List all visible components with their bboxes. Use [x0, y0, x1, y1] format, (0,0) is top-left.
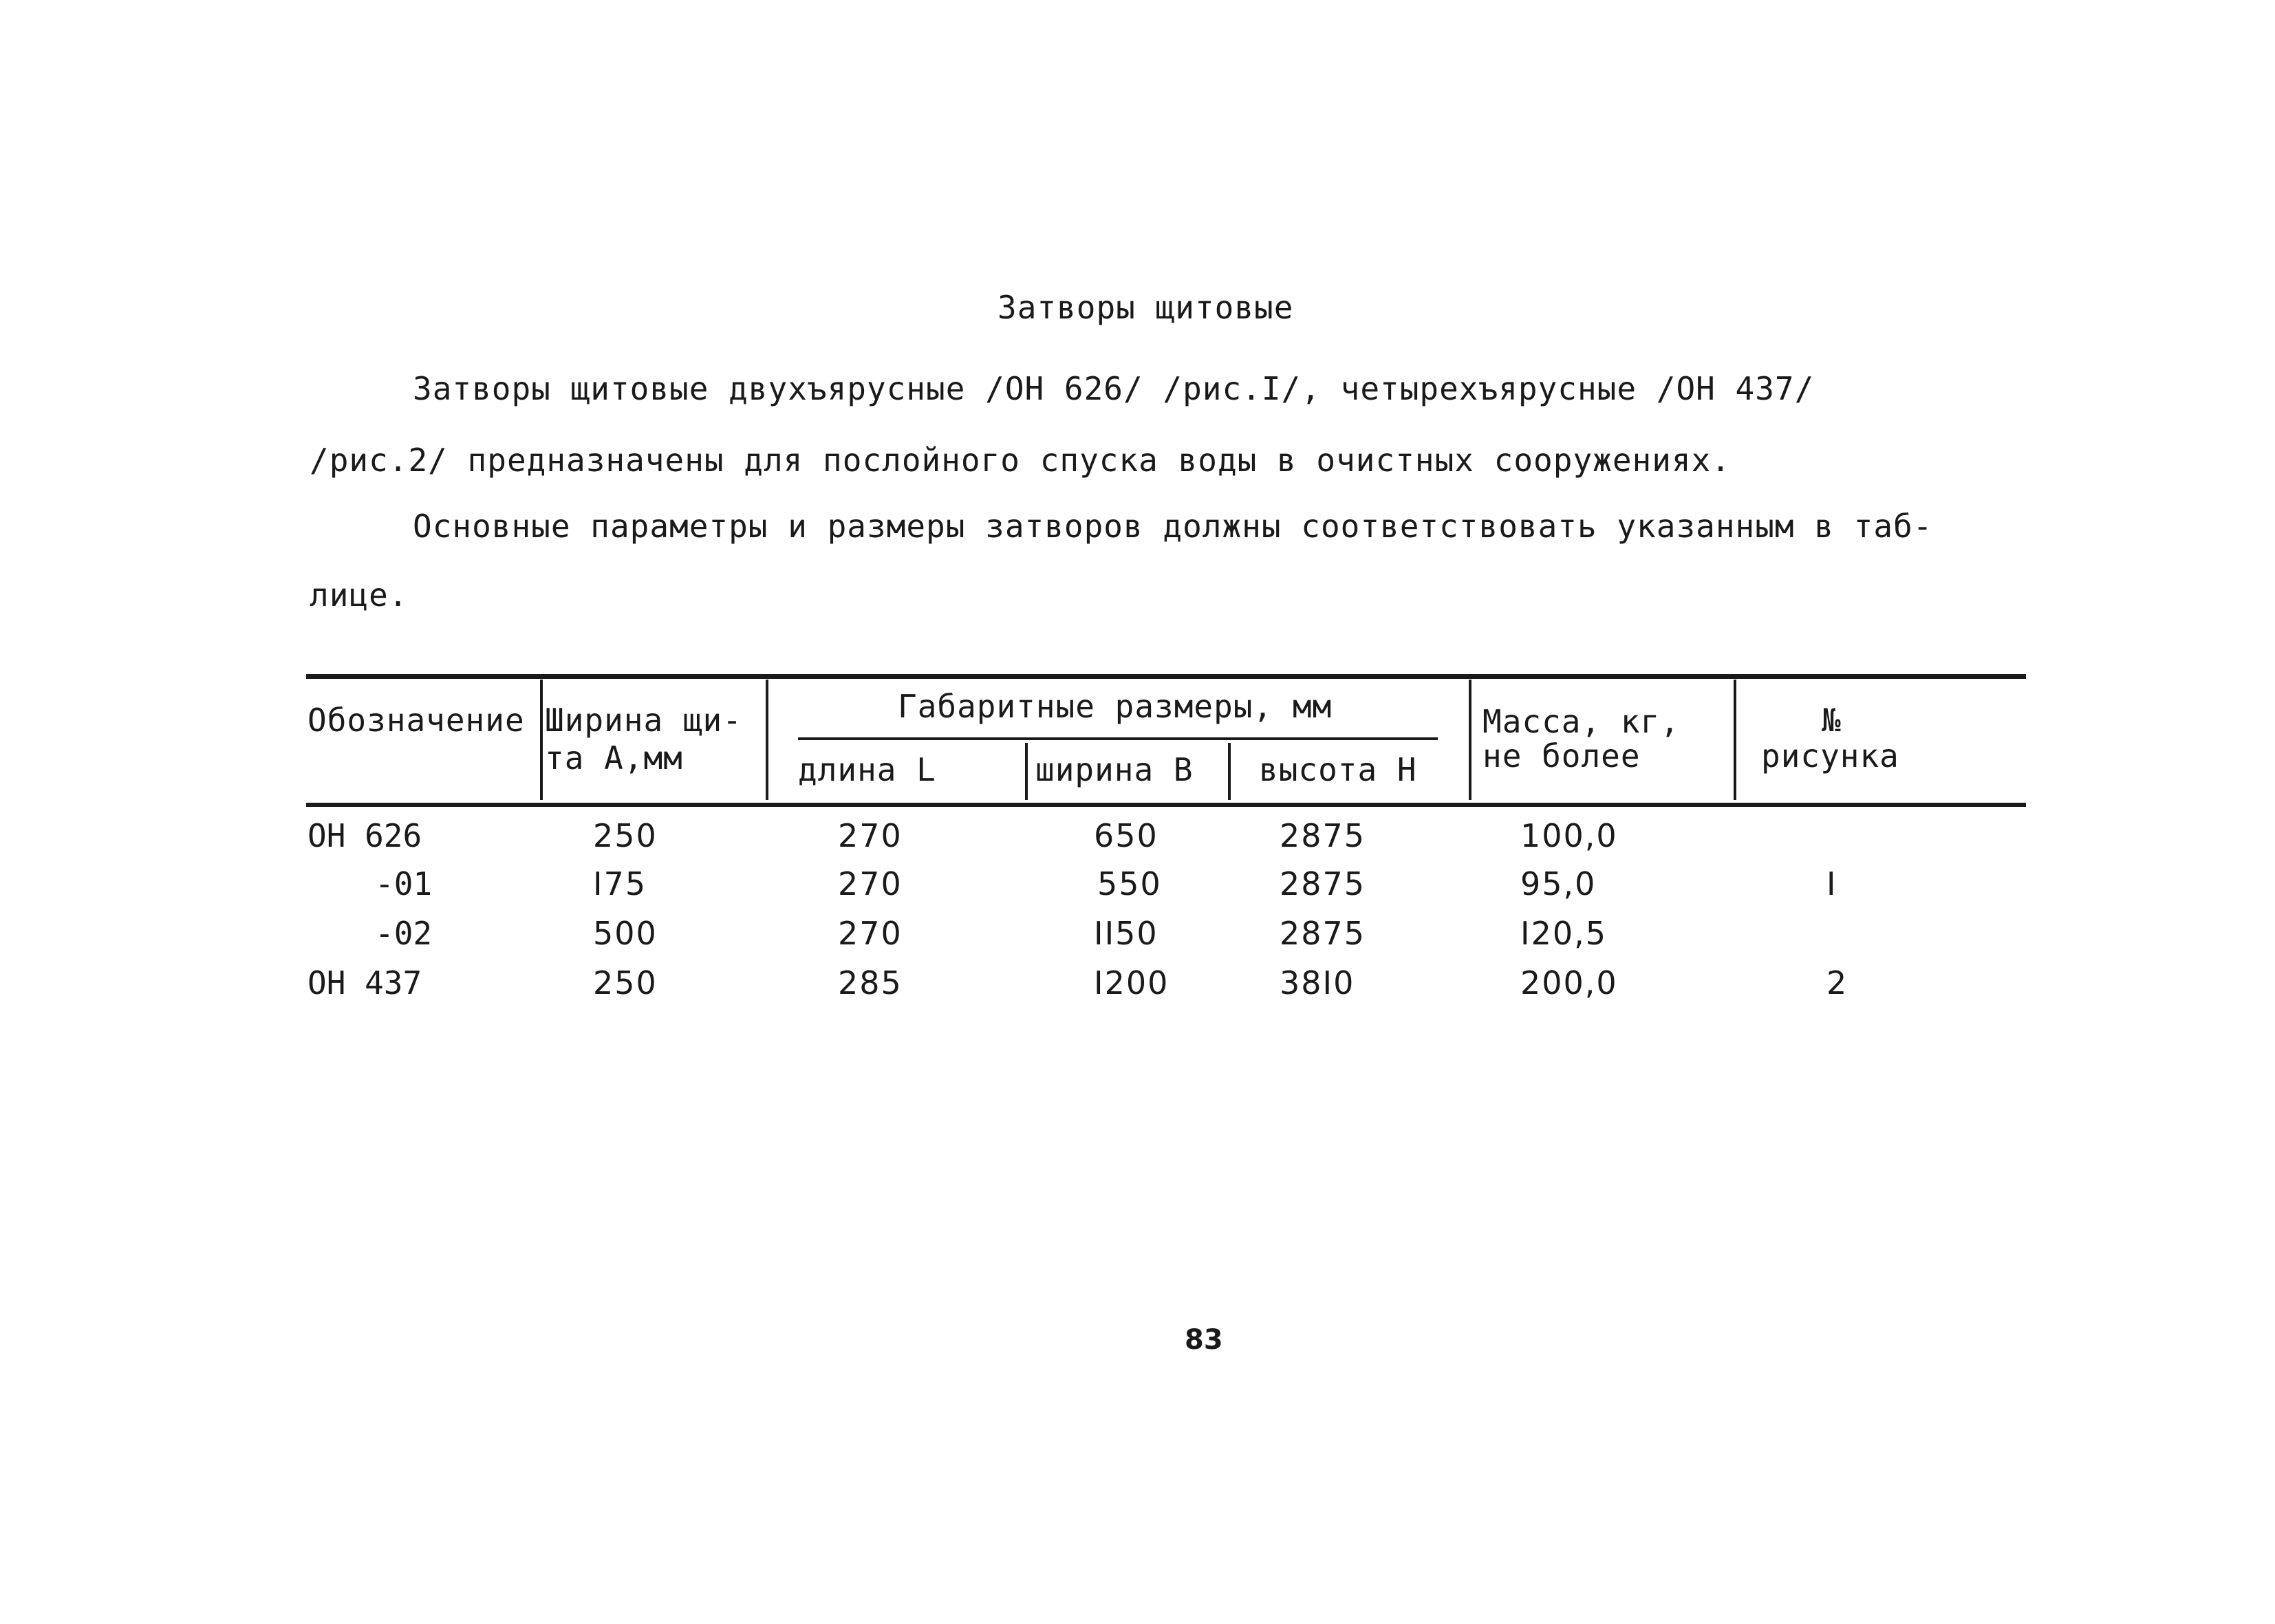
row4-figure: 2	[1826, 964, 1848, 1002]
row2-width-b: 550	[1097, 865, 1162, 902]
page-number: 83	[1185, 1324, 1223, 1356]
row4-width-a: 250	[593, 964, 658, 1002]
row1-length: 270	[838, 817, 903, 854]
row1-designation: ОН 626	[308, 817, 422, 854]
row4-length: 285	[838, 964, 903, 1002]
paragraph-line-1: Затворы щитовые двухъярусные /ОН 626/ /рис.I/, четырехъярусные /ОН 437/	[413, 370, 1815, 407]
column-separator	[540, 680, 543, 800]
header-designation: Обозначение	[308, 702, 525, 739]
paragraph-line-2: /рис.2/ предназначены для послойного спуска воды в очистных сооружениях.	[310, 442, 1731, 479]
table-top-rule	[306, 674, 2026, 679]
paragraph-line-3: Основные параметры и размеры затворов должны соответствовать указанным в таб-	[413, 508, 1933, 545]
row3-designation: -02	[375, 915, 433, 952]
row1-width-b: 650	[1094, 817, 1158, 854]
header-height: высота Н	[1259, 751, 1417, 788]
row4-mass: 200,0	[1520, 964, 1618, 1002]
row3-width-a: 500	[593, 915, 658, 952]
row2-length: 270	[838, 865, 903, 902]
row3-height: 2875	[1280, 915, 1366, 952]
row2-width-a: I75	[593, 865, 647, 902]
row4-width-b: I200	[1094, 964, 1169, 1002]
row3-mass: I20,5	[1520, 915, 1607, 952]
column-separator	[1734, 680, 1736, 800]
row1-height: 2875	[1280, 817, 1366, 854]
row3-width-b: II50	[1094, 915, 1158, 952]
row4-height: 38I0	[1280, 964, 1355, 1002]
row3-length: 270	[838, 915, 903, 952]
row1-width-a: 250	[593, 817, 658, 854]
table-header-rule	[306, 803, 2026, 807]
column-separator	[1025, 743, 1028, 800]
row4-designation: ОН 437	[308, 964, 422, 1002]
column-separator	[1228, 743, 1231, 800]
row2-designation: -01	[375, 865, 433, 902]
paragraph-line-4: лице.	[310, 576, 409, 614]
row2-mass: 95,0	[1520, 865, 1597, 902]
table-subheader-rule	[798, 737, 1438, 740]
header-figure-line2: рисунка	[1761, 737, 1899, 775]
header-width-b: ширина В	[1035, 751, 1194, 788]
row2-height: 2875	[1280, 865, 1366, 902]
header-mass-line2: не более	[1482, 737, 1641, 775]
column-separator	[766, 680, 768, 800]
header-width-a-line1: Ширина щи-	[545, 702, 742, 739]
header-overall-dimensions: Габаритные размеры, мм	[898, 688, 1333, 725]
header-mass-line1: Масса, кг,	[1482, 703, 1680, 740]
row2-figure: I	[1826, 865, 1837, 902]
column-separator	[1469, 680, 1471, 800]
header-figure-line1: №	[1822, 702, 1842, 739]
header-length: длина L	[798, 751, 936, 788]
header-width-a-line2: та А,мм	[545, 739, 683, 777]
row1-mass: 100,0	[1520, 817, 1618, 854]
document-heading: Затворы щитовые	[998, 289, 1294, 326]
